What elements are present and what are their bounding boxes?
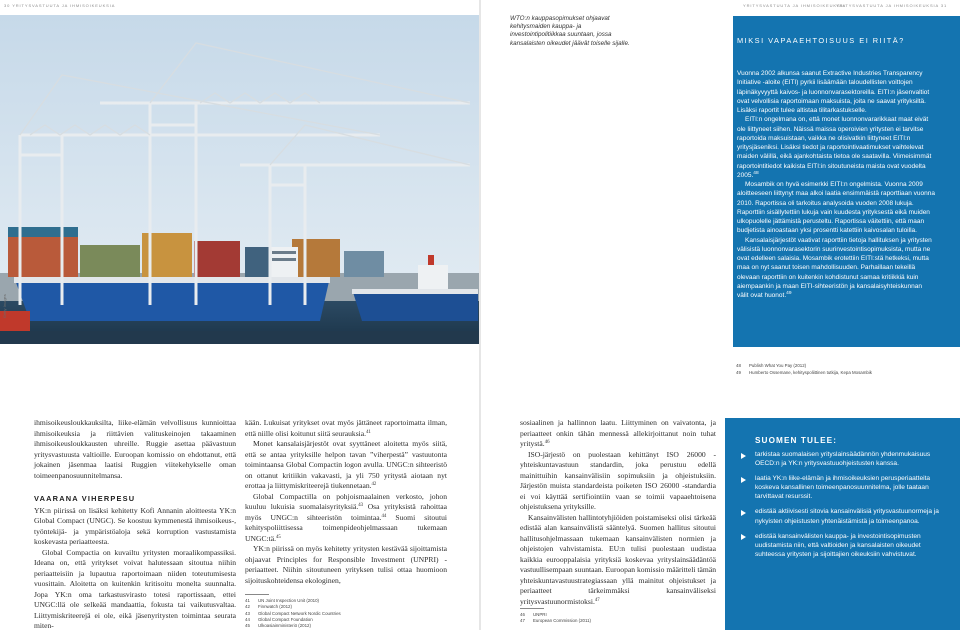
info-box-text (737, 69, 935, 300)
recommendation-item: tarkistaa suomalaisen yrityslainsäädännön yhdenmukaisuus OECD:n ja YK:n yritysvastuuohjeistusten kanssa. (741, 450, 947, 468)
text-column-1 (34, 418, 236, 632)
recommendations-box (725, 418, 960, 630)
footnote: 41 UN Joint Inspection Unit (2010) (245, 598, 320, 603)
recommendation-item: edistää aktiivisesti sitovia kansainvälisiä yritysvastuunormeja ja nykyisten ohjeistusten yhtenäistämistä ja toimeenpanoa. (741, 507, 947, 525)
info-box-eiti (733, 16, 960, 347)
col3-paragraph: ISO-järjestö on puolestaan kehittänyt ISO 26000 -yhteiskuntavastuun standardin, joka perustuu edellä mainittuihin kansainvälisiin sopimuksiin ja ohjeistuksiin. Järjestön muista standardeista poiketen ISO 26000 -standardia ei voi käyttää sertifiointiin vaan se toimii vapaaehtoisena ohjeistuksena yrityksille. (520, 449, 716, 511)
section-subhead: VAARANA VIHERPESU (34, 494, 136, 503)
footnote-rule (245, 594, 269, 595)
col2-paragraph: kään. Lukuisat yritykset ovat myös jättäneet raportoimatta ilman, että niille olisi koitunut siitä seurauksia.$^{41}$ (245, 418, 447, 438)
info-box-paragraph: EITI:n ongelmana on, että monet luonnonvararikkaat maat eivät ole liittyneet siihen. Näissä maissa operoivien yritysten ei tarvitse raportoida maksuistaan, vaikka ne olisivatkin liittyneet EITI:n yritysjäseniksi. Lisäksi tiedot ja raportointivaatimukset vaihtelevat maiden välillä, eikä ajankohtaista tietoa ole saatavilla. Viimeisimmät raportointitiedot kaikista EITI:in sitoutuneista maista ovat vuodelta 2005.48 (737, 116, 932, 179)
triangle-bullet-icon (741, 477, 746, 483)
footnote: 49 Humberto Ossemane, kehityspoliittinen tutkija, Kepa Mosambik (736, 370, 872, 375)
footnote: 44 Global Compact Foundation (245, 616, 313, 622)
col2-footnotes (245, 594, 445, 629)
info-box-paragraph: Vuonna 2002 alkunsa saanut Extractive Industries Transparency Initiative -aloite (EITI) pyrkii lisäämään taloudellisten voittojen läpinäkyvyyttä kaivos- ja luonnonvarasektoreilla. EITI:n jäsenvaltiot ovat velvollisia raportoimaan maksuista, joita ne saavat yrityksiltä. Lisäksi raportit tulee altistaa tilitarkastukselle. (737, 70, 930, 114)
triangle-bullet-icon (741, 534, 746, 540)
info-box-footnotes (736, 362, 956, 376)
running-head-right-center: YRITYSVASTUUTA JA IHMISOIKEUKSIA (743, 3, 847, 8)
col2-paragraph: Global Compactilla on pohjoismaalainen verkosto, johon kuuluu lukuisia suomalaisyrityksiä.$^{43}$ Osa yrityksistä rahoittaa myös UNGC:n sihteeristön toimintaa.$^{44}$ Suomi sitoutui kehityspoliittisessa toimenpideohjelmassaan tukemaan UNGC:tä.$^{45}$ (245, 491, 447, 543)
footnote: 42 Finnwatch (2012) (245, 604, 292, 610)
footnote: 47 European Commission (2011) (520, 618, 591, 624)
port-cranes-photo (0, 15, 479, 344)
triangle-bullet-icon (741, 510, 746, 516)
recommendation-item: laatia YK:n liike-elämän ja ihmisoikeuksien perusperiaatteita koskeva kansallinen toimeenpanosuunnitelma, jolle taataan tarvittavat resurssit. (741, 474, 947, 501)
triangle-bullet-icon (741, 453, 746, 459)
col1-paragraph: ihmisoikeusloukkauksilta, liike-elämän velvollisuus kunnioittaa ihmisoikeuksia ja riittävien valituskeinojen takaaminen ihmisoikeusloukkausten uhreille. Ruggie asettaa päävastuun yritysvastuusta valtioille. Euroopan komissio on ehdottanut, että jokainen jäsenmaa laatisi Ruggien viitekehykselle oman toimeenpanosuunnitelmansa. (34, 418, 236, 480)
col1-paragraph: YK:n piirissä on lisäksi kehitetty Kofi Annanin aloitteesta YK:n Global Compact (UNGC). Se koostuu kymmenestä ihmisoikeus-, työntekijä- ja ympäristöaloja sekä korruption vastustamista koskevasta periaatteesta. (34, 505, 236, 546)
photo-caption: WTO:n kauppasopimukset ohjaavat kehitysmaiden kauppa- ja investointipolitiikkaa suuntaan, jossa kansalaisten oikeudet jäävät toiselle sijalle. (510, 15, 630, 47)
recommendations-heading: SUOMEN TULEE: (755, 436, 838, 445)
info-box-paragraph: Kansalaisjärjestöt vaativat raporttiin tietoja hallituksen ja yritysten välisistä luonnonvarasektorin suurinvestointisopimuksista, mutta ne ovat edelleen salaisia. Mosambik erotettiin EITI:stä hetkeksi, mutta maa on nyt saanut toisen mahdollisuuden. Parhaillaan tekeillä olevaan raporttiin on kuitenkin kohdistunut samaa kritiikkiä kuin aiempaankin ja maan EITI-sihteeristön ja kansalaisyhteiskunnan välit ovat huonot.$^{49}$ (737, 236, 932, 299)
footnote: 48 Publish What You Pay (2012) (736, 363, 807, 368)
recommendations-list (741, 450, 947, 565)
col1-paragraph: Global Compactia on kuvailtu yritysten moraalikompassiksi. Ideana on, että yritykset voivat halutessaan sitoutua niihin periaatteisiin ja lupautua raportoimaan niiden toteutumisesta vuosittain. Aloitetta on kuitenkin kritisoitu monelta suunnalta. Jopa YK:n oma tarkastusvirasto totesi raportissaan, ettei UNGC:llä ole selkeää mandaattia, fokusta tai vaikutusvaltaa. Liittymiskriteerejä ei ole, eikä jäsenyritysten toimintaa seurata miten- (34, 547, 236, 630)
footnote: 43 Global Compact Network Nordic Countries (245, 610, 341, 616)
info-box-paragraph: Mosambik on hyvä esimerkki EITI:n ongelmista. Vuonna 2009 aloitteeseen liittynyt maa alkoi laatia ensimmäistä raporttiaan vuonna 2010. Raportissa oli tarkoitus analysoida vuoden 2008 lukuja. Raporttiin sisällytettiin lukuja vain kuudesta yrityksestä eikä muiden ulkopuolelle jättämistä perusteltu. Raportissa väitettiin, että maan budjetista ainoastaan yksi prosentti katettiin kaivosalan tuloilla. (737, 181, 935, 235)
footnote: 46 UNPRI (520, 612, 547, 617)
info-box-heading: MIKSI VAPAAEHTOISUUS EI RIITÄ? (737, 36, 905, 45)
footnote-rule (520, 608, 544, 609)
footnote: 45 Ulkoasiainministeriö (2012) (245, 623, 311, 629)
recommendation-item: edistää kansainvälisten kauppa- ja investointisopimusten uudistamista niin, että valtioiden ja kansalaisten oikeudet suhteessa yritysten ja sijoittajien oikeuksiin vahvistuvat. (741, 532, 947, 559)
text-column-3 (520, 418, 716, 607)
col3-paragraph: sosiaalinen ja hallinnon laatu. Liittyminen on vaivatonta, ja periaatteet onkin tähän mennessä allekirjoittanut noin tuhat yritystä.$^{46}$ (520, 418, 716, 448)
text-column-2 (245, 418, 447, 586)
running-head-right: YRITYSVASTUUTA JA IHMISOIKEUKSIA 31 (836, 3, 948, 8)
running-head-left: 30 YRITYSVASTUUTA JA IHMISOIKEUKSIA (4, 3, 116, 8)
col2-paragraph: YK:n piirissä on myös kehitetty yritysten kestävää sijoittamista ohjaavat Principles for Responsible Investment (UNPRI) -periaatteet. Niihin sitoutuneen yrityksen tulisi ottaa huomioon sijoituskohteidensa ekologinen, (245, 544, 447, 585)
col3-paragraph: Kansainvälisten hallintotyhjiöiden poistamiseksi olisi tärkeää edistää alan kansainvälistä sääntelyä. Suomen hallitus sitoutui hallitusohjelmassaan tukemaan kansainvälisten normien ja ohjeistojen vahvistamista. EU:n tulisi puolestaan uudistaa kaikkia eurooppalaisia yrityksiä koskevaa yrityslainsäädäntöä vastuullisempaan suuntaan. Euroopan komissio määritteli tämän yhteiskuntavastuustrategiassaan yllä mainitut ohjeistukset ja periaatteet tärkeimmäksi kansainväliseksi yritysvastuunormistoksi.$^{47}$ (520, 512, 716, 606)
photo-credit: Getty Images (2, 294, 7, 318)
col3-footnotes (520, 608, 720, 625)
col2-paragraph: Monet kansalaisjärjestöt ovat syyttäneet aloitetta myös siitä, että se antaa yrityksille helpon tavan ”viherpestä” vastuutonta toimintaansa Global Compactin logon avulla. UNGC:n sihteeristö on ottanut kritiikin vakavasti, ja yli 750 yritystä aiotaan nyt erottaa ja liittymiskriteerejä tiukennetaan.$^{42}$ (245, 439, 447, 490)
